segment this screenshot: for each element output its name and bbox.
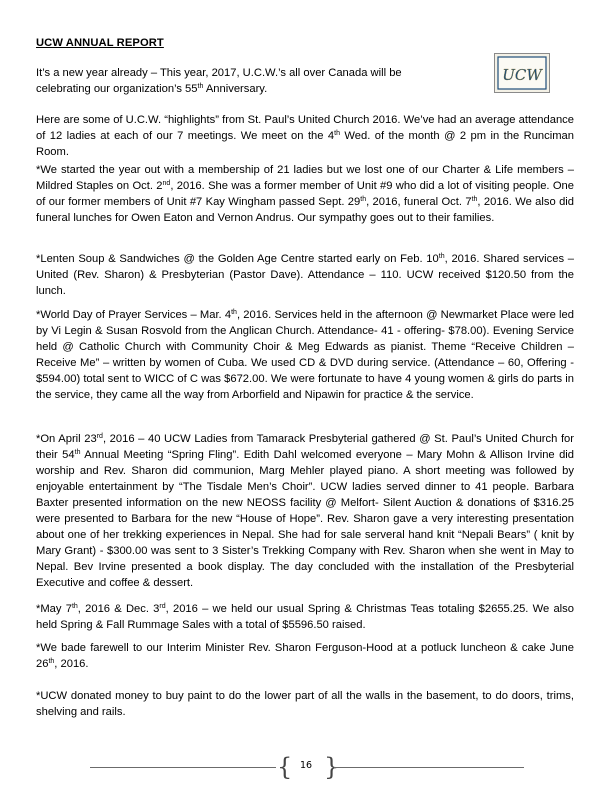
page-number: 16 (299, 760, 313, 771)
superscript: th (360, 196, 367, 203)
ucw-logo (494, 53, 550, 93)
text-run: , 2016 & Dec. 3 (77, 603, 160, 615)
footer-bracket-right: } (324, 753, 340, 781)
text-run: , 2016. Services held in the afternoon @ Newmarket Place were led by Vi Legin & Susan Rosvold from the Anglican Church. Attendance- 41 - offering- $78.00). Evening Service held @ Catholic Church with Community Choir & Meg Edwards as pianist. Theme “Receive Children – Receive Me” – written by women of Cuba. We used CD & DVD during service. (Attendance – 60, Offering - $594.00) total sent to WICC of C was $672.00. We were fortunate to have 4 young women & girls do parts in the service, they came all the way from Arborfield and Nipawin for practice & the service. (36, 309, 574, 401)
text-run: Here are some of U.C.W. “highlights” from St. Paul’s United Church 2016. We’ve had an average attendance of 12 ladies at each of our 7 meetings. We meet on the 4 (36, 114, 574, 142)
footer-rule-left (90, 767, 276, 768)
text-run: , 2016. We also did funeral lunches for Owen Eaton and Vernon Andrus. Our sympathy goes out to their families. (36, 196, 574, 224)
superscript: th (471, 196, 478, 203)
superscript: th (334, 130, 340, 137)
text-run: Anniversary. (203, 83, 268, 95)
text-run: , 2016 – we held our usual Spring & Christmas Teas totaling $2655.25. We also held Spring & Fall Rummage Sales with a total of $5596.50 raised. (36, 603, 574, 631)
superscript: th (48, 658, 55, 665)
spring-fling-paragraph (36, 431, 574, 591)
text-run: *UCW donated money to buy paint to do the lower part of all the walls in the basement, to do doors, trims, shelving and rails. (36, 690, 574, 718)
superscript: nd (162, 180, 171, 187)
superscript: th (197, 83, 204, 90)
text-run: Wed. of the month @ 2 pm in the Runciman Room. (36, 130, 574, 158)
farewell-paragraph (36, 640, 574, 672)
text-run: , 2016. Shared services – United (Rev. Sharon) & Presbyterian (Pastor Dave). Attendance – 110. UCW received $120.50 from the lunch. (36, 253, 575, 297)
text-run: , 2016. She was a former member of Unit #9 who did a lot of visiting people. One of our former members of Unit #7 Kay Wingham passed Sept. 29 (36, 180, 574, 208)
world-day-paragraph (36, 307, 574, 403)
text-run: *We bade farewell to our Interim Minister Rev. Sharon Ferguson-Hood at a potluck luncheon & cake June 26 (36, 642, 574, 670)
text-run: *World Day of Prayer Services – Mar. 4 (36, 309, 232, 321)
text-run: It’s a new year already – This year, 2017, U.C.W.’s all over Canada will be celebrating our organization’s 55 (36, 67, 402, 95)
text-run: , 2016. (54, 658, 89, 670)
report-title: UCW ANNUAL REPORT (36, 37, 164, 49)
superscript: rd (96, 433, 103, 440)
text-run: , 2016, funeral Oct. 7 (366, 196, 472, 208)
teas-paragraph (36, 601, 574, 633)
text-run: Annual Meeting “Spring Fling”. Edith Dahl welcomed everyone – Mary Mohn & Allison Irvine did worship and Rev. Sharon did communion, Marg Mehler played piano. A short meeting was followed by enjoyable entertainment by “The Tisdale Men’s Choir”. UCW ladies served dinner to 41 people. Barbara Baxter presented information on the new NEOSS facility @ Melfort- Silent Auction & donations of $316.25 were presented to Barbara for the new “House of Hope”. Rev. Sharon gave a very interesting presentation about one of her trekking experiences in Nepal. She had for sale serveral hand knit “Nepali Bears” ( knit by Mary Grant) - $300.00 was sent to 3 Sister’s Trekking Company with Rev. Sharon when she went in May to Nepal. Bev Irvine presented a book display. The day concluded with the installation of the Presbyterial Executive and coffee & dessert. (36, 449, 574, 589)
membership-paragraph (36, 162, 574, 226)
text-run: *Lenten Soup & Sandwiches @ the Golden Age Centre started early on Feb. 10 (36, 253, 439, 265)
lenten-paragraph (36, 251, 574, 299)
logo-text: UCW (502, 66, 542, 84)
text-run: *On April 23 (36, 433, 97, 445)
highlights-paragraph (36, 112, 574, 160)
superscript: th (74, 449, 81, 456)
superscript: th (438, 253, 445, 260)
superscript: rd (159, 603, 166, 610)
paint-paragraph (36, 688, 574, 720)
superscript: th (71, 603, 78, 610)
footer-bracket-left: { (277, 753, 293, 781)
text-run: *We started the year out with a membership of 21 ladies but we lost one of our Charter & Life members – Mildred Staples on Oct. 2 (36, 164, 574, 192)
footer-rule-right (334, 767, 524, 768)
intro-paragraph (36, 65, 456, 97)
text-run: *May 7 (36, 603, 72, 615)
superscript: th (231, 309, 237, 316)
text-run: , 2016 – 40 UCW Ladies from Tamarack Presbyterial gathered @ St. Paul’s United Church for their 54 (36, 433, 574, 461)
